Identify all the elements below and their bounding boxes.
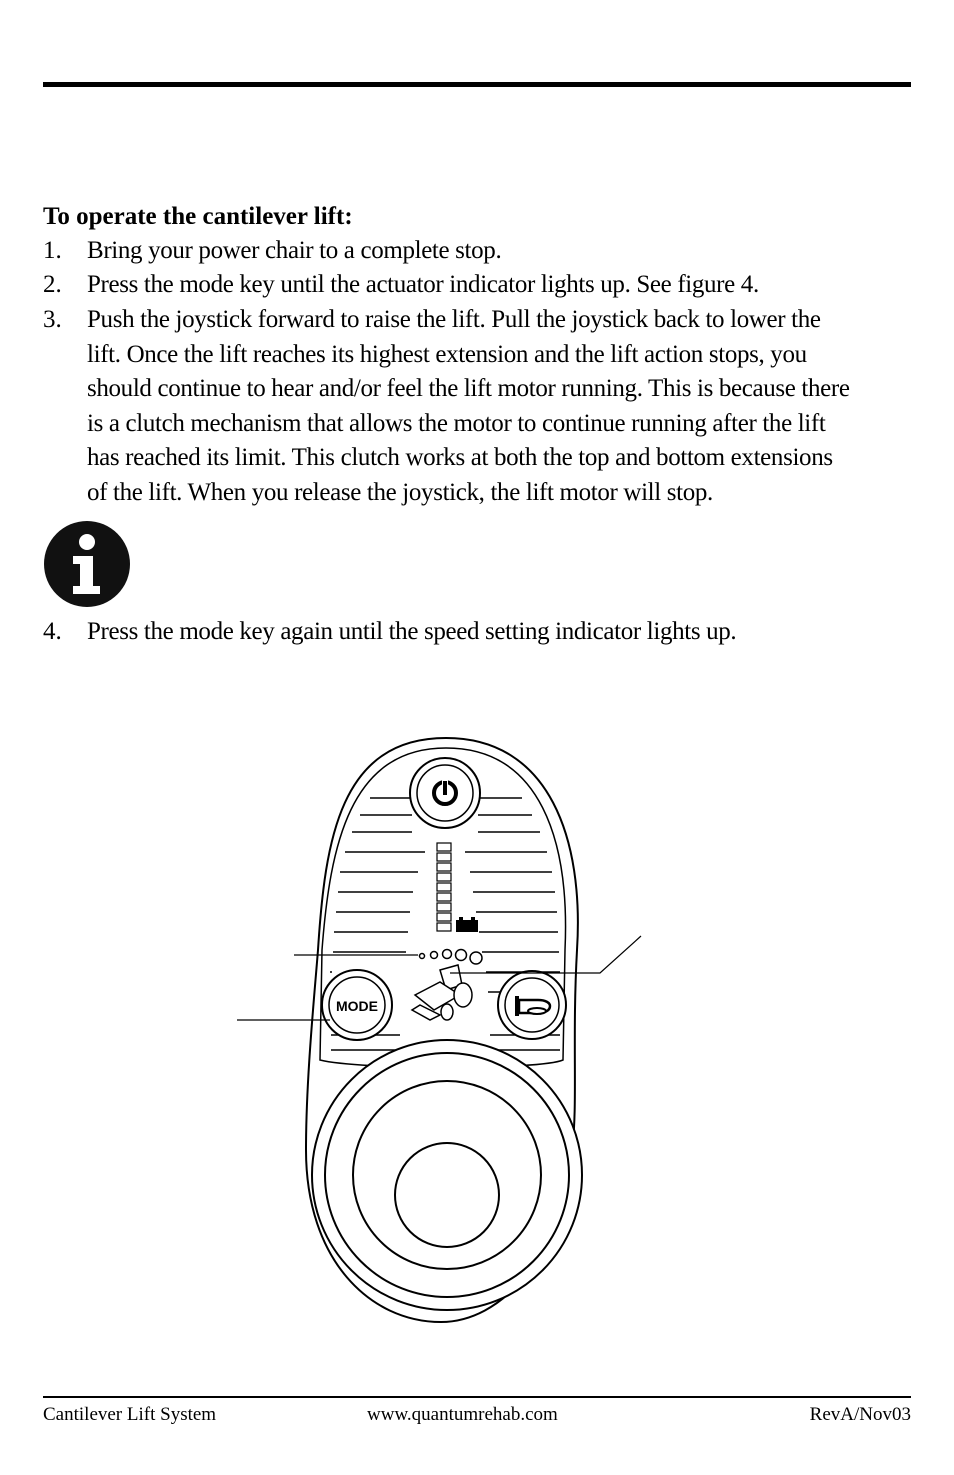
step-4 [43, 615, 918, 650]
speed-indicator-leds [420, 950, 483, 965]
horn-button[interactable] [498, 971, 566, 1039]
battery-gauge [437, 843, 451, 931]
step-number: 4. [43, 618, 62, 645]
step-1 [43, 234, 918, 269]
step-number: 3. [43, 306, 62, 333]
power-button[interactable] [410, 758, 480, 828]
top-rule [43, 82, 911, 87]
info-icon [43, 520, 131, 608]
step-2 [43, 268, 918, 303]
battery-icon [456, 917, 478, 932]
step-3 [43, 303, 918, 511]
mode-button[interactable] [322, 970, 392, 1040]
footer-website: www.quantumrehab.com [367, 1404, 558, 1425]
footer-revision: RevA/Nov03 [809, 1404, 911, 1425]
step-text: Push the joystick forward to raise the lift. Pull the joystick back to lower the lift. Once the lift reaches its highest extension and the lift action stops, you should continue to hear and/or feel the lift motor running. This is because there is a clutch mechanism that allows the motor to continue running after the lift has reached its limit. This clutch works at both the top and bottom extensions of the lift. When you release the joystick, the lift motor will stop. [87, 306, 850, 506]
section-heading: To operate the cantilever lift: [43, 203, 353, 230]
step-text: Press the mode key again until the speed setting indicator lights up. [87, 618, 737, 645]
step-text: Bring your power chair to a complete stop. [87, 237, 502, 264]
mode-label: MODE [336, 998, 378, 1014]
joystick-controller-figure [230, 735, 650, 1325]
joystick[interactable] [312, 1040, 582, 1310]
footer-document-title: Cantilever Lift System [43, 1404, 217, 1425]
step-text: Press the mode key until the actuator indicator lights up. See figure 4. [87, 271, 759, 298]
bottom-rule [43, 1396, 911, 1398]
step-number: 1. [43, 237, 62, 264]
step-number: 2. [43, 271, 62, 298]
